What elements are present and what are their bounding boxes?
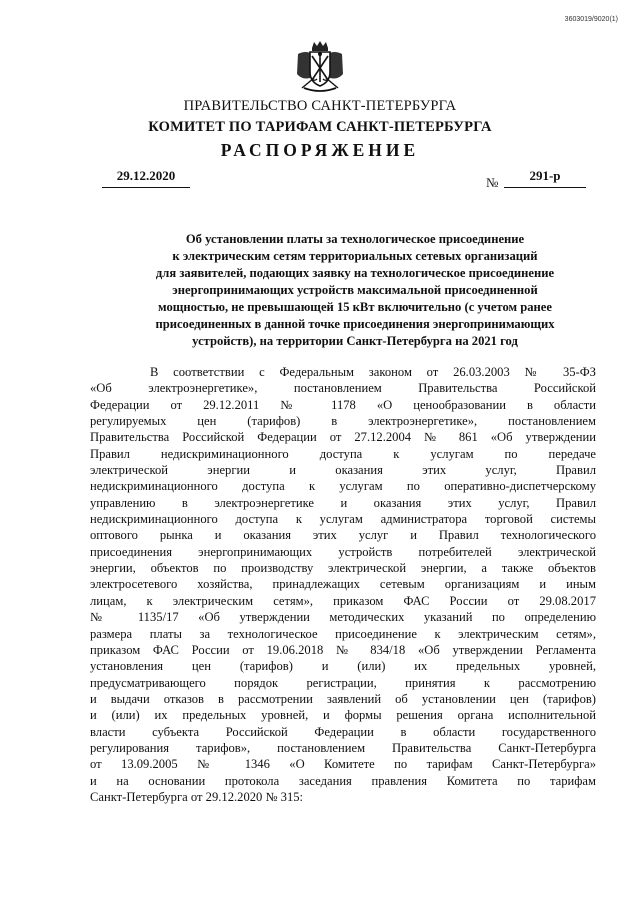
body-line: предусматривающего порядок регистрации, принятия к рассмотрению: [90, 675, 596, 690]
number-underline: [504, 187, 586, 188]
body-line: присоединения энергопринимающих устройств потребителей электрической: [90, 544, 596, 559]
preamble-paragraph: [90, 364, 596, 805]
body-line: Правительства Российской Федерации от 27.12.2004 № 861 «Об утверждении: [90, 430, 596, 445]
title-line: энергопринимающих устройств максимальной присоединенной: [172, 283, 538, 297]
document-title: [116, 231, 594, 350]
body-line: от 13.09.2005 № 1346 «О Комитете по тарифам Санкт-Петербурга»: [90, 757, 596, 772]
title-line: Об установлении платы за технологическое присоединение: [185, 232, 525, 246]
body-line: энергии, объектов по производству электрической энергии, а также объектов: [90, 561, 596, 576]
body-line: приказом ФАС России от 19.06.2018 № 834/18 «Об утверждении Регламента: [90, 642, 596, 657]
body-line: размера платы за технологическое присоединение к электрическим сетям»,: [90, 626, 596, 641]
date-underline: [102, 187, 190, 188]
body-line: электрической энергии и оказания этих услуг, Правил: [90, 463, 596, 478]
title-line: мощностью, не превышающей 15 кВт включительно (с учетом ранее: [158, 300, 552, 314]
body-line: и (или) их предельных уровней, и формы решения органа исполнительной: [90, 708, 596, 723]
title-line: присоединенных в данной точке присоединения энергопринимающих: [155, 317, 555, 331]
title-line: устройств), на территории Санкт-Петербурга на 2021 год: [192, 334, 518, 348]
body-line: установления цен (тарифов) и (или) их предельных уровней,: [90, 659, 596, 674]
body-line: электросетевого хозяйства, принадлежащих сетевым организациям и иным: [90, 577, 596, 592]
body-line: «Об электроэнергетике», постановлением Правительства Российской: [90, 381, 596, 396]
body-line: управлению в электроэнергетике и оказания этих услуг, Правил: [90, 495, 596, 510]
body-line: Санкт-Петербурга от 29.12.2020 № 315:: [90, 789, 304, 804]
body-line: В соответствии с Федеральным законом от 26.03.2003 № 35-ФЗ: [150, 365, 596, 379]
title-line: к электрическим сетям территориальных сетевых организаций: [172, 249, 538, 263]
body-line: недискриминационного доступа к услугам администратора торговой системы: [90, 512, 596, 527]
body-line: оптового рынка и оказания этих услуг и Правил технологического: [90, 528, 596, 543]
body-line: регулируемых цен (тарифов) в электроэнергетике», постановлением: [90, 414, 596, 429]
body-line: власти субъекта Российской Федерации в области государственного: [90, 724, 596, 739]
body-line: лицам, к электрическим сетям», приказом ФАС России от 29.08.2017: [90, 593, 596, 608]
body-line: и выдачи отказов в рассмотрении заявлений об установлении цен (тарифов): [90, 691, 596, 706]
committee-heading: КОМИТЕТ ПО ТАРИФАМ САНКТ-ПЕТЕРБУРГА: [148, 119, 492, 135]
body-line: и на основании протокола заседания правления Комитета по тарифам: [90, 773, 596, 788]
government-heading: ПРАВИТЕЛЬСТВО САНКТ-ПЕТЕРБУРГА: [183, 98, 457, 114]
document-number: 291-р: [529, 168, 561, 183]
body-line: Федерации от 29.12.2011 № 1178 «О ценообразовании в области: [90, 397, 596, 412]
title-line: для заявителей, подающих заявку на технологическое присоединение: [155, 266, 555, 280]
body-line: Правил недискриминационного доступа к услугам по передаче: [90, 446, 596, 461]
coat-of-arms-icon: [292, 40, 348, 96]
document-type: РАСПОРЯЖЕНИЕ: [220, 140, 420, 160]
body-line: регулирования тарифов», постановлением Правительства Санкт-Петербурга: [90, 740, 596, 755]
document-date: 29.12.2020: [116, 168, 176, 183]
body-line: № 1135/17 «Об утверждении методических указаний по определению: [90, 610, 596, 625]
body-line: недискриминационного доступа к услугам по оперативно-диспетчерскому: [90, 479, 596, 494]
document-id: 3603019/9020(1): [564, 16, 618, 23]
number-sign: №: [486, 175, 499, 190]
